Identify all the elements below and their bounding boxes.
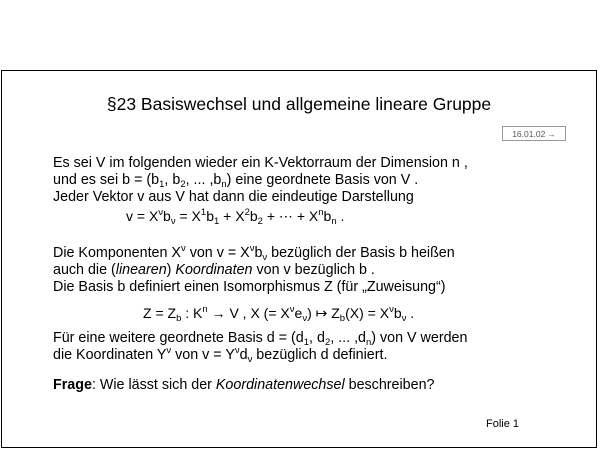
date-nav-button[interactable] [502,126,566,141]
text-line: auch die (linearen) Koordinaten von v bezüglich b . [53,262,375,278]
text-line: Die Komponenten $X^\nu$ von $v = X^\nu b_\nu$ bezüglich der Basis b heißen [53,243,455,263]
text-line: Für eine weitere geordnete Basis $d = (d_1$, $d_2$, ... $,d_n$) von V werden [53,330,468,348]
date-label: 16.01.02 [512,128,546,139]
text-line: und es sei $b = (b_1$, $b_2$, ... $,b_n$) eine geordnete Basis von V . [53,172,419,190]
arrow-right-icon: → [547,128,556,139]
question-line: Frage: Wie lässt sich der Koordinatenwechsel beschreiben? [53,377,435,393]
formula-line: $v = X^\nu b_\nu = X^1b_1 + X^2b_2$ + ⋯ + $X^nb_n$ . [126,207,345,227]
text-line: Die Basis b definiert einen Isomorphismus Z (für „Zuweisung“) [53,279,446,295]
slide-title: §23 Basiswechsel und allgemeine lineare Gruppe [106,94,492,114]
slide [1,70,597,448]
text-line: die Koordinaten $Y^\nu$ von $v = Y^\nu d_\nu$ bezüglich d definiert. [53,345,388,365]
text-line: Jeder Vektor v aus V hat dann die eindeutige Darstellung [53,189,414,205]
folie-label: Folie 1 [486,418,520,430]
text-line: Es sei V im folgenden wieder ein K-Vektorraum der Dimension n , [53,155,468,171]
formula-line: $Z = Z_b$ : $K^n \to V$ , X (= $X^\nu e_\nu$) ↦ $Z_b(X) = X^\nu b_\nu$ . [143,304,415,324]
